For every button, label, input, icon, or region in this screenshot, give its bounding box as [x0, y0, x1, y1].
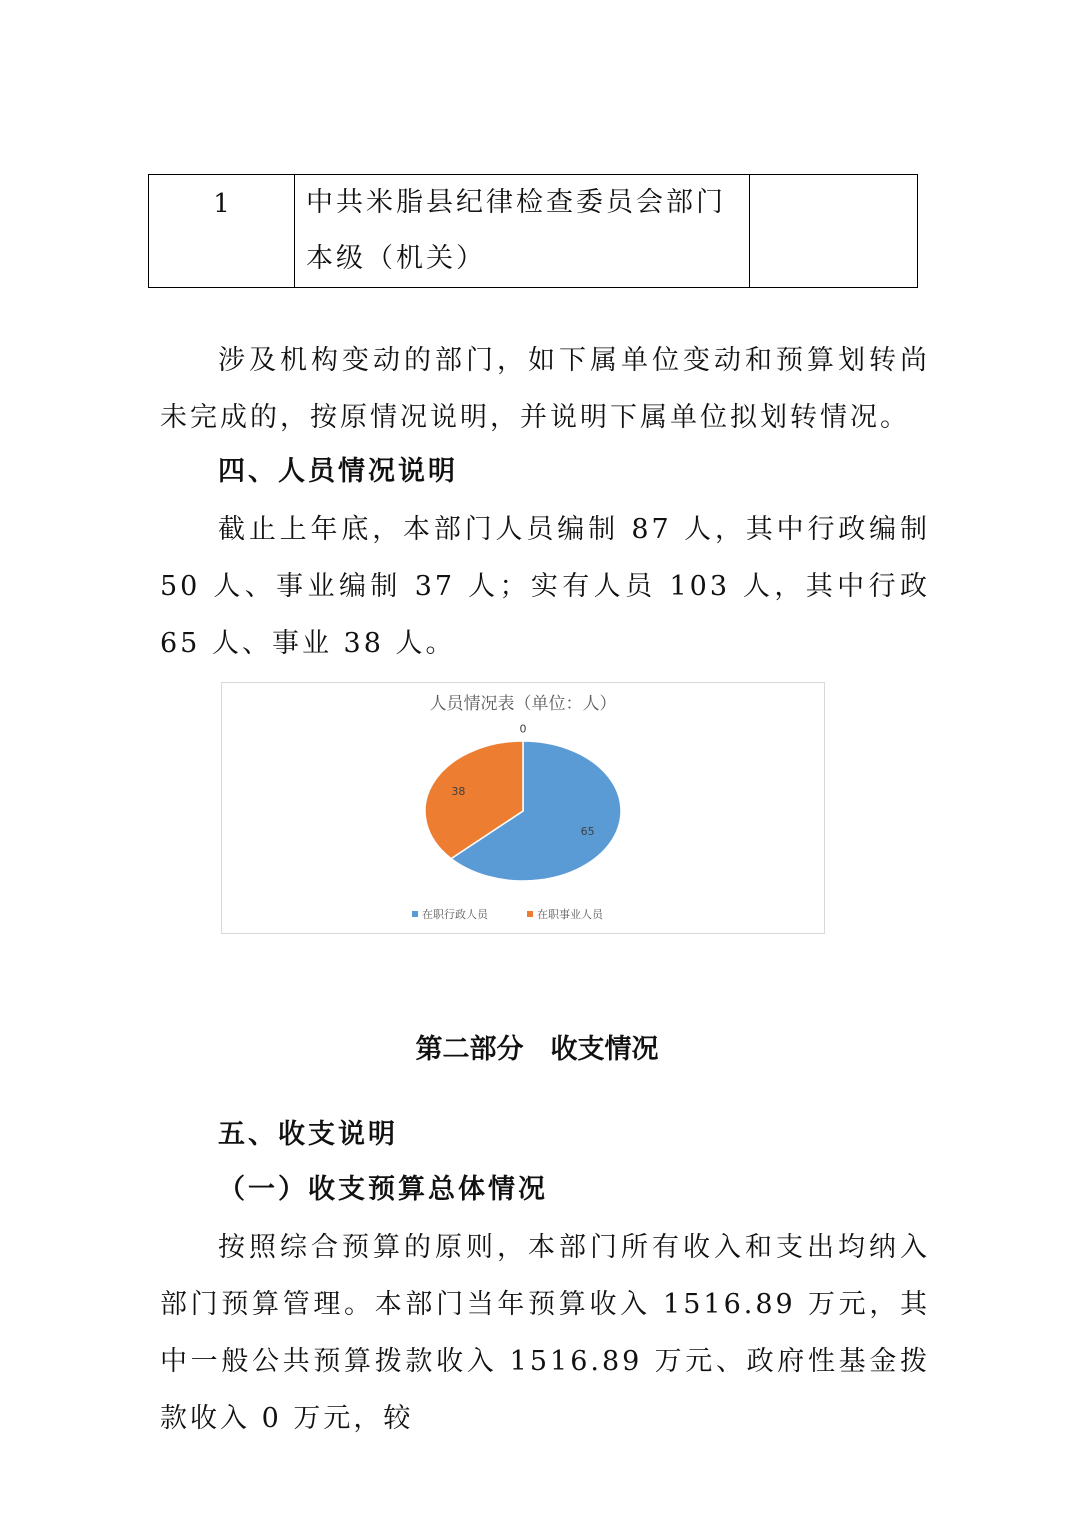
pie-data-label-2: 0	[519, 722, 527, 736]
unit-name-line2: 本级（机关）	[306, 243, 486, 274]
row-index: 1	[149, 175, 295, 288]
heading-income-expense: 五、收支说明	[218, 1119, 398, 1150]
legend-label-0: 在职行政人员	[422, 908, 488, 921]
heading-personnel: 四、人员情况说明	[218, 456, 458, 487]
paragraph-personnel: 截止上年底，本部门人员编制 87 人，其中行政编制 50 人、事业编制 37 人；实有人员 103 人，其中行政 65 人、事业 38 人。	[160, 514, 930, 659]
subheading-budget-overview: （一）收支预算总体情况	[218, 1174, 548, 1205]
unit-name-cell	[295, 175, 750, 288]
paragraph-budget: 按照综合预算的原则，本部门所有收入和支出均纳入部门预算管理。本部门当年预算收入 1516.89 万元，其中一般公共预算拨款收入 1516.89 万元、政府性基金拨款收入 0 万元，较	[160, 1232, 930, 1434]
unit-name-line1: 中共米脂县纪律检查委员会部门	[306, 187, 726, 218]
row-extra	[750, 175, 918, 288]
chart-title: 人员情况表（单位：人）	[429, 694, 617, 714]
paragraph-institution-change: 涉及机构变动的部门，如下属单位变动和预算划转尚未完成的，按原情况说明，并说明下属单位拟划转情况。	[160, 345, 930, 433]
legend-swatch-1	[527, 911, 533, 917]
part-two-title: 第二部分 收支情况	[415, 1034, 659, 1065]
pie-data-label-1: 38	[451, 784, 466, 798]
table-row	[149, 175, 918, 288]
legend-label-1: 在职事业人员	[537, 908, 603, 921]
personnel-pie-chart	[221, 682, 825, 934]
unit-table	[148, 174, 918, 288]
legend-swatch-0	[412, 911, 418, 917]
pie-data-label-0: 65	[580, 825, 595, 839]
pie-svg	[222, 683, 824, 933]
